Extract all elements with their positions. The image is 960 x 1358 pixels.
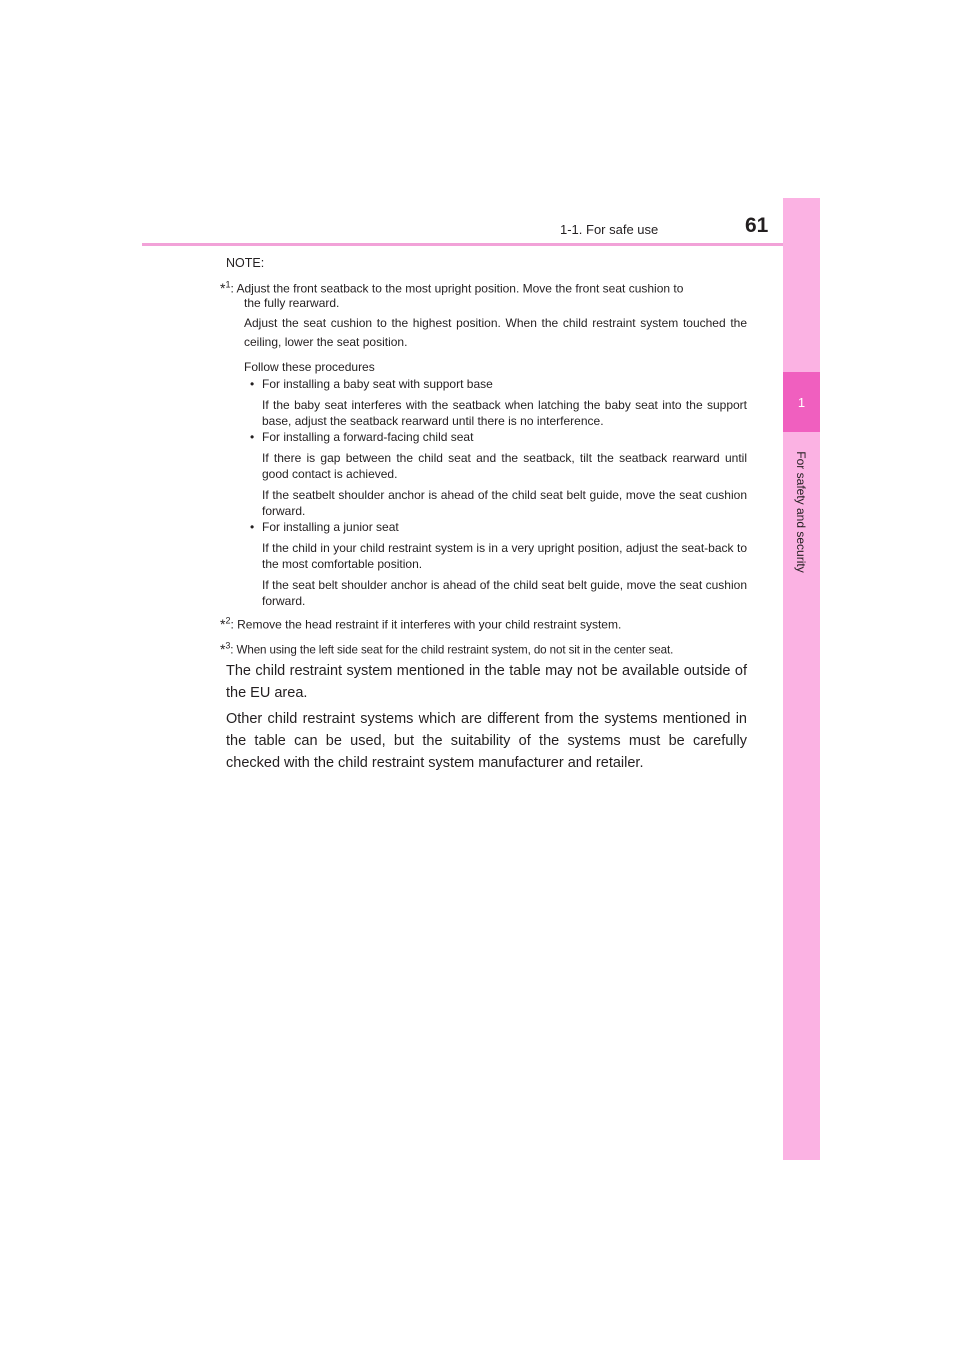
footnote-2 bbox=[220, 611, 747, 635]
chapter-side-tab bbox=[783, 198, 820, 1160]
note-label: NOTE: bbox=[226, 256, 265, 270]
procedures-intro: Follow these procedures bbox=[244, 360, 375, 374]
bullet-dot: • bbox=[250, 520, 255, 534]
bullet-text: If there is gap between the child seat and the seatback, tilt the seatback rearward until good contact is achieved. bbox=[262, 451, 747, 481]
footnote-mark: *$^2$ bbox=[220, 615, 231, 632]
footnote-3-text: : When using the left side seat for the child restraint system, do not sit in the center seat. bbox=[230, 643, 674, 657]
header-divider bbox=[142, 243, 820, 246]
footnote-mark: *$^1$ bbox=[220, 279, 231, 296]
bullet-label: For installing a junior seat bbox=[262, 520, 399, 534]
footnote-1-line1: : Adjust the front seatback to the most upright position. Move the front seat cushion to bbox=[230, 281, 684, 296]
footnote-1-para2: Adjust the seat cushion to the highest position. When the child restraint system touched the ceiling, lower the seat position. bbox=[244, 316, 747, 349]
body-paragraph-1: The child restraint system mentioned in the table may not be available outside of the EU area. bbox=[226, 663, 747, 701]
chapter-title-vertical: For safety and security bbox=[794, 451, 808, 573]
bullet-text: If the seat belt shoulder anchor is ahead of the child seat belt guide, move the seat cushion forward. bbox=[262, 578, 747, 608]
footnote-mark: *$^3$ bbox=[220, 640, 231, 657]
bullet-label: For installing a forward-facing child seat bbox=[262, 430, 474, 444]
page-number: 61 bbox=[745, 214, 769, 237]
footnote-2-text: : Remove the head restraint if it interferes with your child restraint system. bbox=[230, 617, 622, 632]
bullet-dot: • bbox=[250, 377, 255, 391]
footnote-1-line2: the fully rearward. bbox=[244, 296, 340, 310]
body-paragraph-2: Other child restraint systems which are different from the systems mentioned in the table can be used, but the suitability of the systems must be carefully checked with the child restraint system manufacturer and retailer. bbox=[226, 711, 747, 771]
bullet-text: If the seatbelt shoulder anchor is ahead of the child seat belt guide, move the seat cushion forward. bbox=[262, 488, 747, 518]
footnote-3 bbox=[220, 636, 747, 660]
bullet-dot: • bbox=[250, 430, 255, 444]
section-title: 1-1. For safe use bbox=[560, 222, 659, 237]
bullet-text: If the child in your child restraint system is in a very upright position, adjust the seat-back to the most comfortable position. bbox=[262, 541, 747, 571]
bullet-text: If the baby seat interferes with the seatback when latching the baby seat into the support base, adjust the seatback rearward until there is no interference. bbox=[262, 398, 747, 428]
bullet-label: For installing a baby seat with support base bbox=[262, 377, 493, 391]
chapter-number-tab: 1 bbox=[783, 372, 820, 432]
